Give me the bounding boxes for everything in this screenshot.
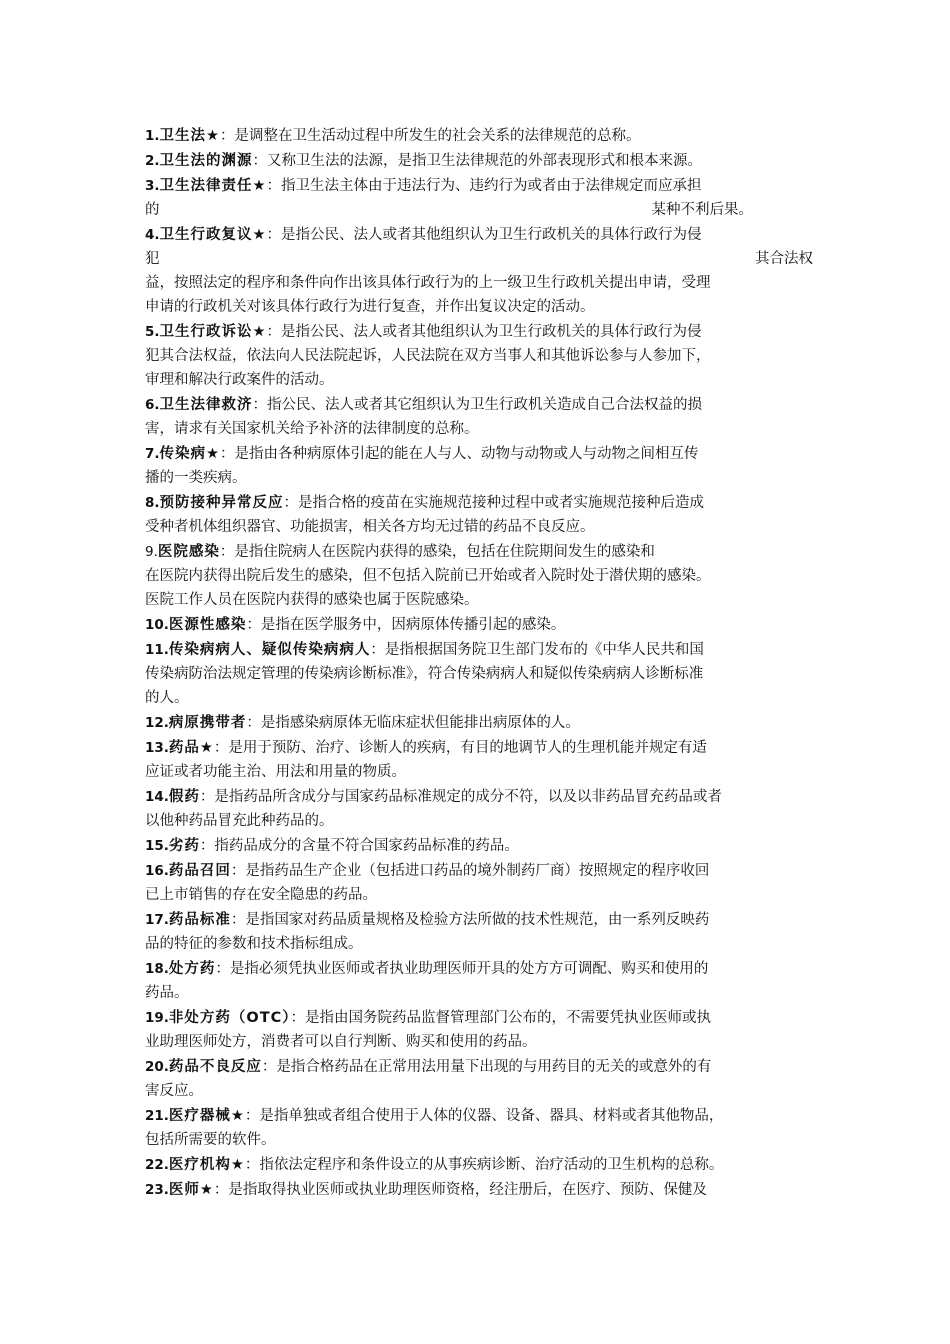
entry-term: 医疗机构★	[168, 1157, 245, 1173]
entry-line	[145, 540, 813, 564]
entry-line	[145, 174, 813, 198]
glossary-list	[145, 124, 813, 1203]
entry-definition: 是指取得执业医师或执业助理医师资格，经注册后，在医疗、预防、保健及	[228, 1182, 707, 1198]
entry-line	[145, 908, 813, 932]
entry-line	[145, 785, 813, 809]
glossary-entry	[145, 320, 813, 392]
entry-term: 医师★	[168, 1182, 214, 1198]
entry-line	[145, 613, 813, 637]
glossary-entry	[145, 442, 813, 490]
entry-term: 药品召回	[168, 863, 231, 879]
entry-number: 17.	[145, 912, 169, 928]
entry-definition-line: 医院工作人员在医院内获得的感染也属于医院感染。	[145, 592, 479, 608]
entry-term: 卫生法律救济	[159, 397, 253, 413]
entry-term: 卫生法★	[159, 128, 221, 144]
glossary-entry	[145, 1178, 813, 1202]
entry-separator: ：	[220, 128, 235, 144]
glossary-entry	[145, 223, 813, 319]
entry-definition-line: 药品。	[145, 985, 189, 1001]
entry-number: 23.	[145, 1182, 169, 1198]
entry-separator: ：	[252, 397, 268, 413]
entry-definition: 是指由各种病原体引起的能在人与人、动物与动物或人与动物之间相互传	[234, 446, 699, 462]
entry-number: 2.	[145, 153, 160, 169]
entry-number: 15.	[145, 838, 169, 854]
glossary-entry	[145, 540, 813, 612]
entry-separator: ：	[199, 838, 215, 854]
glossary-entry	[145, 785, 813, 833]
entry-definition: 是指单独或者组合使用于人体的仪器、设备、器具、材料或者其他物品，	[259, 1108, 724, 1124]
entry-term: 处方药	[168, 961, 216, 977]
entry-separator: ：	[230, 912, 246, 928]
glossary-entry	[145, 638, 813, 710]
entry-definition: 指卫生法主体由于违法行为、违约行为或者由于法律规定而应承担	[281, 178, 702, 194]
entry-definition: 是指药品所含成分与国家药品标准规定的成分不符，以及以非药品冒充药品或者	[214, 789, 722, 805]
entry-number: 6.	[145, 397, 160, 413]
entry-definition-line: 业助理医师处方，消费者可以自行判断、购买和使用的药品。	[145, 1034, 537, 1050]
justified-left: 的	[145, 202, 160, 218]
entry-line	[145, 638, 813, 662]
entry-line	[145, 393, 813, 417]
entry-separator: ：	[283, 495, 299, 511]
glossary-entry	[145, 1104, 813, 1152]
entry-definition: 是指住院病人在医院内获得的感染，包括在住院期间发生的感染和	[234, 544, 655, 560]
entry-definition: 是指国家对药品质量规格及检验方法所做的技术性规范，由一系列反映药	[245, 912, 710, 928]
entry-definition-line: 犯其合法权益，依法向人民法院起诉，人民法院在双方当事人和其他诉讼参与人参加下，	[145, 348, 711, 364]
entry-definition-line: 品的特征的参数和技术指标组成。	[145, 936, 363, 952]
entry-definition-line: 应证或者功能主治、用法和用量的物质。	[145, 764, 406, 780]
entry-line	[145, 1006, 813, 1030]
entry-term: 传染病★	[159, 446, 221, 462]
entry-number: 19.	[145, 1010, 169, 1026]
entry-definition-line: 在医院内获得出院后发生的感染，但不包括入院前已开始或者入院时处于潜伏期的感染。	[145, 568, 711, 584]
entry-definition: 是指合格的疫苗在实施规范接种过程中或者实施规范接种后造成	[298, 495, 705, 511]
entry-number: 20.	[145, 1059, 169, 1075]
entry-separator: ：	[220, 446, 235, 462]
entry-definition-line: 已上市销售的存在安全隐患的药品。	[145, 887, 377, 903]
entry-separator: ：	[199, 789, 215, 805]
entry-term: 卫生法的渊源	[159, 153, 253, 169]
entry-line	[145, 957, 813, 981]
entry-definition: 是指根据国务院卫生部门发布的《中华人民共和国	[384, 642, 704, 658]
entry-number: 12.	[145, 715, 169, 731]
entry-definition: 是调整在卫生活动过程中所发生的社会关系的法律规范的总称。	[234, 128, 641, 144]
entry-term: 卫生行政复议★	[159, 227, 267, 243]
justified-left: 犯	[145, 251, 160, 267]
justified-right: 某种不利后果。	[651, 202, 753, 218]
entry-definition-line: 受种者机体组织器官、功能损害，相关各方均无过错的药品不良反应。	[145, 519, 595, 535]
entry-line	[145, 320, 813, 344]
entry-definition: 指依法定程序和条件设立的从事疾病诊断、治疗活动的卫生机构的总称。	[259, 1157, 724, 1173]
entry-number: 8.	[145, 495, 160, 511]
glossary-entry	[145, 859, 813, 907]
entry-number: 13.	[145, 740, 169, 756]
glossary-entry	[145, 908, 813, 956]
entry-number: 11.	[145, 642, 169, 658]
entry-line	[145, 149, 813, 173]
entry-line	[145, 859, 813, 883]
entry-definition-line: 审理和解决行政案件的活动。	[145, 372, 334, 388]
entry-separator: ：	[230, 863, 246, 879]
entry-definition: 是指感染病原体无临床症状但能排出病原体的人。	[260, 715, 580, 731]
entry-number: 14.	[145, 789, 169, 805]
entry-separator: ：	[266, 227, 282, 243]
justified-line	[145, 198, 813, 222]
entry-term: 卫生法律责任★	[159, 178, 267, 194]
entry-definition-line: 益，按照法定的程序和条件向作出该具体行政行为的上一级卫生行政机关提出申请，受理	[145, 275, 711, 291]
glossary-entry	[145, 957, 813, 1005]
entry-separator: ：	[244, 1108, 260, 1124]
entry-separator: ：	[252, 153, 268, 169]
entry-definition-line: 的人。	[145, 690, 189, 706]
entry-definition-line: 以他种药品冒充此种药品的。	[145, 813, 334, 829]
entry-term: 药品标准	[168, 912, 231, 928]
entry-separator: ：	[244, 1157, 260, 1173]
entry-separator: ：	[213, 740, 229, 756]
entry-definition: 是指合格药品在正常用法用量下出现的与用药目的无关的或意外的有	[276, 1059, 712, 1075]
glossary-entry	[145, 1006, 813, 1054]
entry-line	[145, 124, 813, 148]
glossary-entry	[145, 149, 813, 173]
entry-line	[145, 834, 813, 858]
entry-number: 21.	[145, 1108, 169, 1124]
entry-separator: ：	[213, 1182, 229, 1198]
entry-term: 非处方药（OTC）	[168, 1010, 291, 1026]
entry-definition-line: 播的一类疾病。	[145, 470, 247, 486]
justified-line	[145, 247, 813, 271]
entry-separator: ：	[266, 324, 282, 340]
entry-term: 假药	[168, 789, 200, 805]
entry-number: 7.	[145, 446, 160, 462]
entry-line	[145, 223, 813, 247]
entry-definition: 是用于预防、治疗、诊断人的疾病，有目的地调节人的生理机能并规定有适	[228, 740, 707, 756]
entry-term: 医院感染	[157, 544, 220, 560]
entry-separator: ：	[370, 642, 385, 658]
entry-number: 16.	[145, 863, 169, 879]
entry-term: 病原携带者	[168, 715, 247, 731]
entry-line	[145, 1153, 813, 1177]
entry-definition-line: 害，请求有关国家机关给予补济的法律制度的总称。	[145, 421, 479, 437]
entry-separator: ：	[219, 544, 235, 560]
entry-definition: 指药品成分的含量不符合国家药品标准的药品。	[214, 838, 519, 854]
entry-number: 3.	[145, 178, 160, 194]
entry-definition: 是指在医学服务中，因病原体传播引起的感染。	[260, 617, 566, 633]
entry-term: 药品★	[168, 740, 214, 756]
entry-separator: ：	[266, 178, 282, 194]
glossary-entry	[145, 834, 813, 858]
entry-line	[145, 736, 813, 760]
entry-number: 18.	[145, 961, 169, 977]
entry-separator: ：	[246, 715, 261, 731]
entry-separator: ：	[261, 1059, 277, 1075]
entry-term: 医源性感染	[168, 617, 247, 633]
entry-line	[145, 442, 813, 466]
glossary-entry	[145, 613, 813, 637]
entry-term: 医疗器械★	[168, 1108, 245, 1124]
entry-separator: ：	[246, 617, 261, 633]
glossary-entry	[145, 711, 813, 735]
entry-term: 药品不良反应	[168, 1059, 262, 1075]
entry-line	[145, 1178, 813, 1202]
entry-definition: 指公民、法人或者其它组织认为卫生行政机关造成自己合法权益的损	[267, 397, 703, 413]
entry-term: 预防接种异常反应	[159, 495, 284, 511]
entry-term: 劣药	[168, 838, 200, 854]
entry-number: 10.	[145, 617, 169, 633]
glossary-entry	[145, 1055, 813, 1103]
entry-number: 9.	[145, 544, 158, 560]
entry-definition-line: 传染病防治法规定管理的传染病诊断标准》，符合传染病病人和疑似传染病病人诊断标准	[145, 666, 704, 682]
glossary-entry	[145, 124, 813, 148]
entry-separator: ：	[215, 961, 230, 977]
entry-number: 4.	[145, 227, 160, 243]
entry-definition-line: 包括所需要的软件。	[145, 1132, 276, 1148]
glossary-entry	[145, 736, 813, 784]
entry-definition: 是指公民、法人或者其他组织认为卫生行政机关的具体行政行为侵	[281, 324, 702, 340]
entry-line	[145, 491, 813, 515]
entry-line	[145, 711, 813, 735]
entry-separator: ：	[290, 1010, 306, 1026]
justified-right: 其合法权	[755, 251, 813, 267]
entry-definition: 是指由国务院药品监督管理部门公布的，不需要凭执业医师或执	[305, 1010, 712, 1026]
entry-term: 卫生行政诉讼★	[159, 324, 267, 340]
entry-definition: 是指公民、法人或者其他组织认为卫生行政机关的具体行政行为侵	[281, 227, 702, 243]
entry-term: 传染病病人、疑似传染病病人	[168, 642, 371, 658]
glossary-entry	[145, 393, 813, 441]
entry-definition: 是指必须凭执业医师或者执业助理医师开具的处方方可调配、购买和使用的	[229, 961, 709, 977]
entry-definition-line: 申请的行政机关对该具体行政行为进行复查，并作出复议决定的活动。	[145, 299, 595, 315]
glossary-entry	[145, 1153, 813, 1177]
entry-number: 22.	[145, 1157, 169, 1173]
entry-line	[145, 1104, 813, 1128]
entry-number: 1.	[145, 128, 160, 144]
entry-definition-line: 害反应。	[145, 1083, 203, 1099]
entry-definition: 是指药品生产企业（包括进口药品的境外制药厂商）按照规定的程序收回	[245, 863, 710, 879]
glossary-entry	[145, 491, 813, 539]
entry-line	[145, 1055, 813, 1079]
glossary-entry	[145, 174, 813, 222]
entry-number: 5.	[145, 324, 160, 340]
entry-definition: 又称卫生法的法源，是指卫生法律规范的外部表现形式和根本来源。	[267, 153, 703, 169]
